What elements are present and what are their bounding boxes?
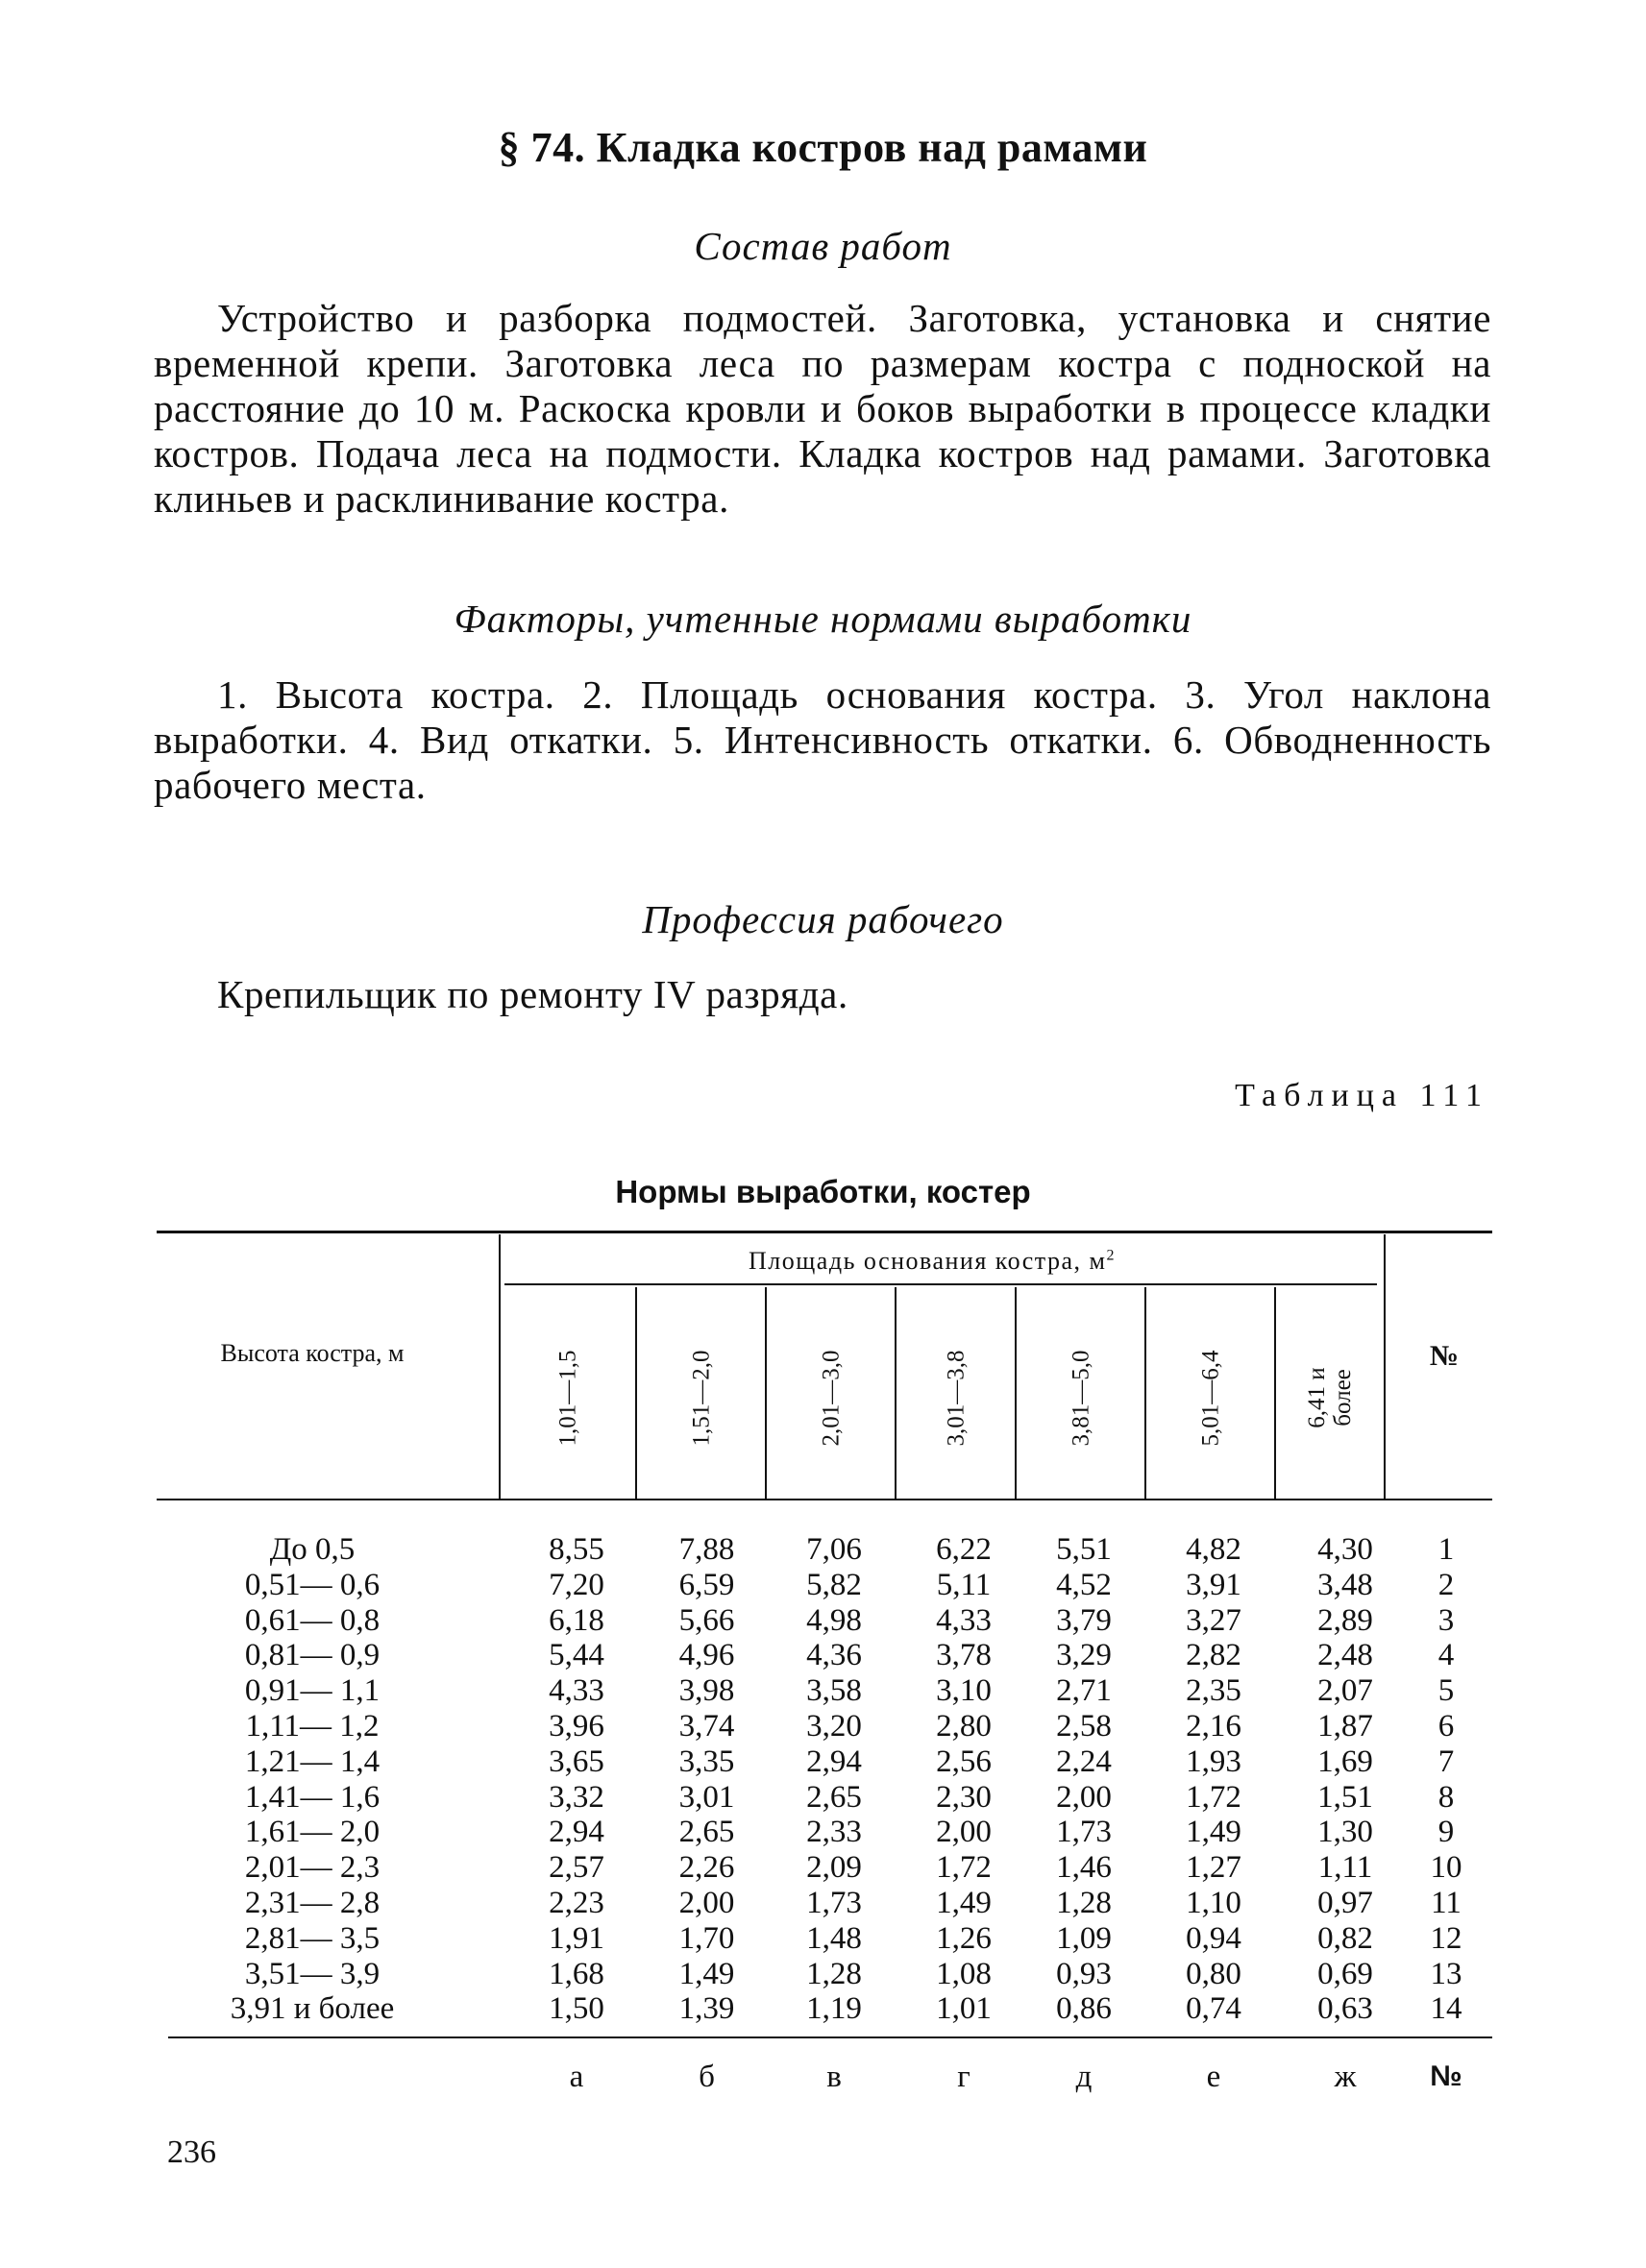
height-cell: 0,91— 1,1 (244, 1673, 381, 1709)
norm-value-cell: 7,20 (549, 1567, 604, 1602)
height-cell: 2,31— 2,8 (244, 1886, 381, 1920)
area-col-label: 3,01—3,8 (943, 1350, 969, 1446)
area-col-header (1017, 1302, 1144, 1494)
table-top-rule (157, 1231, 1492, 1233)
area-col-label: 5,01—6,4 (1197, 1350, 1223, 1446)
norm-value-cell: 0,74 (1186, 1991, 1241, 2027)
norm-value-cell: 1,70 (678, 1920, 735, 1956)
table-row (0, 1603, 1646, 1639)
norm-value-cell: 0,69 (1317, 1956, 1373, 1991)
norm-value-cell: 4,82 (1186, 1532, 1241, 1567)
footer-letter: ж (1334, 2060, 1357, 2094)
height-cell: 1,11— 1,2 (245, 1709, 380, 1744)
table-footer-row (0, 2058, 1646, 2096)
table-row (0, 1744, 1646, 1780)
norm-value-cell: 0,97 (1317, 1886, 1373, 1920)
norm-value-cell: 1,28 (1056, 1886, 1112, 1920)
norm-value-cell: 2,71 (1056, 1673, 1112, 1709)
table-row (0, 1532, 1646, 1568)
norm-value-cell: 1,68 (549, 1956, 604, 1991)
norm-value-cell: 2,48 (1317, 1638, 1373, 1673)
norm-value-cell: 3,91 (1186, 1567, 1241, 1602)
area-col-label: 6,41 и более (1304, 1367, 1356, 1428)
area-col-header (501, 1302, 635, 1494)
norm-value-cell: 5,51 (1056, 1532, 1112, 1567)
row-number-cell: 8 (1437, 1779, 1455, 1815)
norm-value-cell: 1,50 (549, 1991, 604, 2027)
footer-letter: е (1206, 2060, 1221, 2094)
norm-value-cell: 2,56 (936, 1744, 992, 1779)
norm-value-cell: 3,20 (806, 1709, 862, 1744)
norm-value-cell: 6,59 (678, 1567, 735, 1602)
height-cell: 1,21— 1,4 (244, 1744, 381, 1779)
norm-value-cell: 2,80 (936, 1709, 992, 1744)
table-row (0, 1850, 1646, 1886)
norm-value-cell: 2,26 (678, 1850, 735, 1886)
header-bottom-rule (157, 1499, 1492, 1500)
row-number-cell: 10 (1430, 1850, 1462, 1886)
norm-value-cell: 1,73 (1056, 1815, 1112, 1850)
norm-value-cell: 0,82 (1317, 1920, 1373, 1956)
factors-text: 1. Высота костра. 2. Площадь основания костра. 3. Угол наклона выработки. 4. Вид откатки. 5. Интенсивность откатки. 6. Обводненность рабочего места. (154, 672, 1491, 807)
norm-value-cell: 3,01 (678, 1779, 735, 1815)
norm-value-cell: 2,58 (1056, 1709, 1112, 1744)
norm-value-cell: 3,74 (678, 1709, 735, 1744)
work-composition-heading: Состав работ (694, 224, 952, 268)
norm-value-cell: 5,44 (549, 1638, 604, 1673)
table-row (0, 1921, 1646, 1957)
row-number-cell: 9 (1437, 1815, 1455, 1850)
norm-value-cell: 3,98 (678, 1673, 735, 1709)
row-number-cell: 6 (1437, 1709, 1455, 1744)
norm-value-cell: 1,39 (678, 1991, 735, 2027)
area-col-header (1146, 1302, 1274, 1494)
norm-value-cell: 1,09 (1056, 1920, 1112, 1956)
norm-value-cell: 2,94 (806, 1744, 862, 1779)
norm-value-cell: 2,30 (936, 1779, 992, 1815)
norm-value-cell: 2,35 (1186, 1673, 1241, 1709)
norm-value-cell: 1,87 (1317, 1709, 1373, 1744)
factors-heading: Факторы, учтенные нормами выработки (454, 597, 1192, 641)
norm-value-cell: 2,33 (806, 1815, 862, 1850)
norm-value-cell: 2,09 (806, 1850, 862, 1886)
area-col-header (637, 1302, 765, 1494)
norm-value-cell: 1,93 (1186, 1744, 1241, 1779)
norm-value-cell: 3,32 (549, 1779, 604, 1815)
area-col-label: 2,01—3,0 (818, 1350, 844, 1446)
area-col-label: 1,01—1,5 (554, 1350, 581, 1446)
height-cell: 1,61— 2,0 (244, 1815, 381, 1850)
row-number-cell: 12 (1430, 1920, 1462, 1956)
norm-value-cell: 1,49 (678, 1956, 735, 1991)
norm-value-cell: 1,49 (1186, 1815, 1241, 1850)
norm-value-cell: 3,27 (1186, 1602, 1241, 1638)
norm-value-cell: 2,89 (1317, 1602, 1373, 1638)
norm-value-cell: 5,66 (678, 1602, 735, 1638)
row-number-cell: 7 (1437, 1744, 1455, 1779)
norm-value-cell: 3,65 (549, 1744, 604, 1779)
norm-value-cell: 4,33 (549, 1673, 604, 1709)
norm-value-cell: 3,79 (1056, 1602, 1112, 1638)
norm-value-cell: 8,55 (549, 1532, 604, 1567)
table-bottom-rule (168, 2036, 1492, 2038)
norm-value-cell: 2,00 (1056, 1779, 1112, 1815)
header-area-label: Площадь основания костра, м (749, 1247, 1107, 1275)
norm-value-cell: 2,65 (806, 1779, 862, 1815)
height-cell: 1,41— 1,6 (244, 1779, 381, 1815)
norm-value-cell: 2,82 (1186, 1638, 1241, 1673)
norm-value-cell: 2,07 (1317, 1673, 1373, 1709)
norm-value-cell: 4,33 (936, 1602, 992, 1638)
table-row (0, 1709, 1646, 1744)
height-cell: 3,51— 3,9 (244, 1956, 381, 1991)
norm-value-cell: 4,30 (1317, 1532, 1373, 1567)
area-col-header (1276, 1302, 1384, 1494)
norm-value-cell: 1,91 (549, 1920, 604, 1956)
norm-value-cell: 1,30 (1317, 1815, 1373, 1850)
norm-value-cell: 1,27 (1186, 1850, 1241, 1886)
row-number-cell: 13 (1430, 1956, 1462, 1991)
area-header-rule (504, 1283, 1377, 1285)
height-cell: 0,51— 0,6 (244, 1567, 381, 1602)
page-number: 236 (167, 2134, 216, 2170)
norm-value-cell: 0,93 (1056, 1956, 1112, 1991)
norm-value-cell: 4,52 (1056, 1567, 1112, 1602)
norm-value-cell: 1,48 (806, 1920, 862, 1956)
row-number-cell: 2 (1437, 1567, 1455, 1602)
norm-value-cell: 1,26 (936, 1920, 992, 1956)
footer-letter: д (1075, 2060, 1093, 2094)
section-title: § 74. Кладка костров над рамами (498, 124, 1148, 171)
norm-value-cell: 2,57 (549, 1850, 604, 1886)
header-area (500, 1247, 1364, 1276)
norm-value-cell: 0,86 (1056, 1991, 1112, 2027)
norm-value-cell: 0,80 (1186, 1956, 1241, 1991)
norm-value-cell: 3,10 (936, 1673, 992, 1709)
table-row (0, 1780, 1646, 1816)
norm-value-cell: 4,36 (806, 1638, 862, 1673)
norm-value-cell: 1,28 (806, 1956, 862, 1991)
footer-letter: а (569, 2060, 584, 2094)
norm-value-cell: 5,11 (936, 1567, 992, 1602)
table-row (0, 1638, 1646, 1673)
area-col-label: 3,81—5,0 (1068, 1350, 1093, 1446)
table-row (0, 1815, 1646, 1850)
table-title: Нормы выработки, костер (615, 1174, 1031, 1209)
norm-value-cell: 2,00 (678, 1886, 735, 1920)
norm-value-cell: 2,24 (1056, 1744, 1112, 1779)
norm-value-cell: 4,98 (806, 1602, 862, 1638)
norm-value-cell: 1,72 (936, 1850, 992, 1886)
norm-value-cell: 0,63 (1317, 1991, 1373, 2027)
area-col-header (897, 1302, 1015, 1494)
norm-value-cell: 3,78 (936, 1638, 992, 1673)
norm-value-cell: 6,18 (549, 1602, 604, 1638)
work-composition-text: Устройство и разборка подмостей. Заготовка, установка и снятие временной крепи. Заготовка леса по размерам костра с подноской на расстояние до 10 м. Раскоска кровли и боков выработки в процессе кладки костров. Подача леса на подмости. Кладка костров над рамами. Заготовка клиньев и расклинивание костра. (154, 296, 1491, 521)
norm-value-cell: 2,94 (549, 1815, 604, 1850)
header-row-number: № (1429, 1340, 1460, 1372)
norm-value-cell: 3,35 (678, 1744, 735, 1779)
header-area-unit-exp: 2 (1106, 1247, 1116, 1264)
area-col-label: 1,51—2,0 (688, 1350, 714, 1446)
norm-value-cell: 1,51 (1317, 1779, 1373, 1815)
profession-heading: Профессия рабочего (642, 897, 1004, 941)
area-col-header (767, 1302, 895, 1494)
norm-value-cell: 1,72 (1186, 1779, 1241, 1815)
table-row (0, 1673, 1646, 1709)
row-number-cell: 5 (1437, 1673, 1455, 1709)
norm-value-cell: 1,19 (806, 1991, 862, 2027)
norm-value-cell: 1,49 (936, 1886, 992, 1920)
norm-value-cell: 7,88 (678, 1532, 735, 1567)
row-number-cell: 4 (1437, 1638, 1455, 1673)
footer-letter: б (699, 2060, 715, 2094)
norm-value-cell: 5,82 (806, 1567, 862, 1602)
norm-value-cell: 6,22 (936, 1532, 992, 1567)
norm-value-cell: 1,11 (1317, 1850, 1373, 1886)
table-row (0, 1991, 1646, 2027)
height-cell: До 0,5 (269, 1532, 356, 1567)
row-number-cell: 14 (1430, 1991, 1462, 2027)
norm-value-cell: 7,06 (806, 1532, 862, 1567)
height-cell: 3,91 и более (230, 1991, 395, 2027)
profession-text: Крепильщик по ремонту IV разряда. (217, 972, 848, 1016)
norm-value-cell: 1,10 (1186, 1886, 1241, 1920)
footer-letter: г (957, 2060, 970, 2094)
norm-value-cell: 1,08 (936, 1956, 992, 1991)
height-cell: 0,61— 0,8 (244, 1602, 381, 1638)
norm-value-cell: 3,96 (549, 1709, 604, 1744)
height-cell: 2,01— 2,3 (244, 1850, 381, 1886)
table-row (0, 1957, 1646, 1992)
height-cell: 0,81— 0,9 (244, 1638, 381, 1673)
norm-value-cell: 3,29 (1056, 1638, 1112, 1673)
norm-value-cell: 1,01 (936, 1991, 992, 2027)
table-label: Таблица 111 (1235, 1078, 1489, 1113)
norm-value-cell: 1,46 (1056, 1850, 1112, 1886)
norm-value-cell: 0,94 (1186, 1920, 1241, 1956)
table-row (0, 1568, 1646, 1603)
row-number-cell: 1 (1437, 1532, 1455, 1567)
norm-value-cell: 3,58 (806, 1673, 862, 1709)
header-height: Высота костра, м (220, 1339, 405, 1367)
norm-value-cell: 2,23 (549, 1886, 604, 1920)
height-cell: 2,81— 3,5 (244, 1920, 381, 1956)
norm-value-cell: 2,00 (936, 1815, 992, 1850)
footer-letter: в (826, 2060, 842, 2094)
footer-number-sign: № (1430, 2061, 1462, 2092)
norm-value-cell: 2,65 (678, 1815, 735, 1850)
norm-value-cell: 1,73 (806, 1886, 862, 1920)
norm-value-cell: 2,16 (1186, 1709, 1241, 1744)
norm-value-cell: 3,48 (1317, 1567, 1373, 1602)
table-row (0, 1886, 1646, 1921)
row-number-cell: 3 (1437, 1602, 1455, 1638)
norm-value-cell: 4,96 (678, 1638, 735, 1673)
norm-value-cell: 1,69 (1317, 1744, 1373, 1779)
row-number-cell: 11 (1431, 1886, 1462, 1920)
